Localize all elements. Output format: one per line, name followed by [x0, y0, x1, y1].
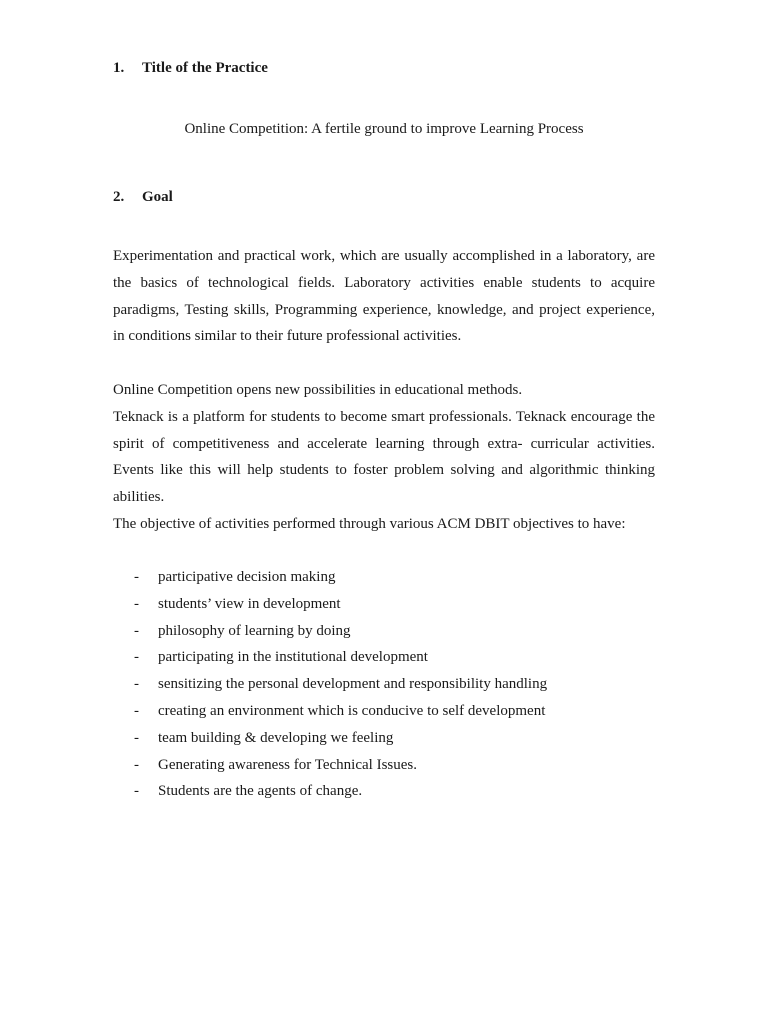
- section-number: 1.: [113, 60, 125, 76]
- list-item: [113, 698, 673, 725]
- list-item: [113, 644, 673, 671]
- list-item: [113, 591, 673, 618]
- list-item-text: Students are the agents of change.: [158, 783, 363, 800]
- list-item-text: philosophy of learning by doing: [158, 622, 351, 639]
- bullet-dash: -: [134, 595, 139, 612]
- list-item-text: creating an environment which is conducive to self development: [158, 702, 546, 719]
- section-heading-title-of-practice: [113, 59, 268, 77]
- goal-paragraph-1: Experimentation and practical work, which are usually accomplished in a laboratory, are the basics of technological fields. Laboratory activities enable students to acquire paradigms, Testing skills, Programming experience, knowledge, and project experience, in conditions similar to their future professional activities.: [113, 248, 655, 345]
- list-item: [113, 725, 673, 752]
- goal-paragraph-2: [113, 377, 655, 538]
- bullet-dash: -: [134, 622, 139, 639]
- bullet-dash: -: [134, 676, 139, 693]
- list-item-text: participative decision making: [158, 569, 336, 585]
- list-item-text: Generating awareness for Technical Issues.: [158, 756, 417, 773]
- list-item: [113, 778, 673, 805]
- bullet-dash: -: [134, 702, 139, 719]
- bullet-dash: -: [134, 569, 139, 585]
- section-number: 2.: [113, 189, 125, 205]
- list-item-text: sensitizing the personal development and responsibility handling: [158, 676, 548, 693]
- practice-title: Online Competition: A fertile ground to improve Learning Process: [184, 121, 584, 137]
- paragraph-line: The objective of activities performed through various ACM DBIT objectives to have:: [113, 515, 626, 532]
- list-item: [113, 618, 673, 645]
- list-item-text: students’ view in development: [158, 595, 341, 612]
- list-item-text: team building & developing we feeling: [158, 729, 394, 746]
- paragraph-line: Online Competition opens new possibilities in educational methods.: [113, 382, 523, 398]
- list-item: [113, 564, 673, 591]
- section-heading-goal: [113, 188, 173, 206]
- list-item-text: participating in the institutional development: [158, 649, 428, 666]
- list-item: [113, 752, 673, 779]
- section-title: Title of the Practice: [142, 60, 268, 76]
- bullet-dash: -: [134, 649, 139, 666]
- bullet-dash: -: [134, 729, 139, 746]
- objectives-list: [113, 564, 673, 805]
- list-item: [113, 671, 673, 698]
- section-title: Goal: [142, 189, 173, 205]
- bullet-dash: -: [134, 756, 139, 773]
- bullet-dash: -: [134, 783, 139, 800]
- paragraph-line: Teknack is a platform for students to become smart professionals. Teknack encourage the spirit of competitiveness and accelerate learning through extra- curricular activities. Events like this will help students to foster problem solving and algorithmic thinking abilities.: [113, 408, 655, 506]
